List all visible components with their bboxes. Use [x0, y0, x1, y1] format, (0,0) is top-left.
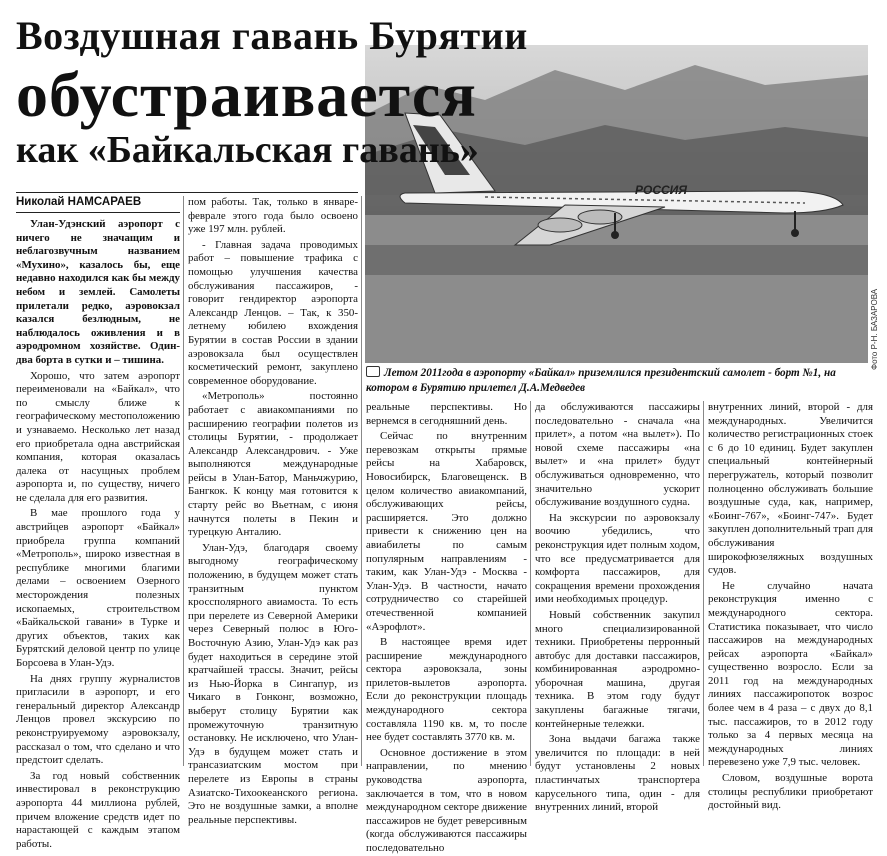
article-paragraph: Новый собственник закупил много специализированной техники. Приобретены перронный автобус для доставки пассажиров, комбинированная аэродромно-уборочная машина, другая техника. В этом году будут закуплены багажные тягачи, контейнерные тележки.: [535, 608, 700, 730]
article-paragraph: На экскурсии по аэровокзалу воочию убедились, что реконструкция идет полным ходом, что все предусматривается для комфорта пассажиров, для сокращения времени прохождения ими необходимых процедур.: [535, 511, 701, 606]
plane-label: РОССИЯ: [635, 183, 688, 197]
article-paragraph: Зона выдачи багажа также увеличится по площади: в ней будут установлены 2 новых пластинчатых транспортера карусельного типа, один - для внутренних линий, второй: [535, 733, 700, 814]
article-paragraph: На днях группу журналистов пригласили в аэропорт, и его генеральный директор Александр Ленцов провел экскурсию по реконструируемому аэровокзалу, рассказал о том, что сделано и что предстоит сделать.: [16, 672, 180, 767]
article-paragraph: - Главная задача проводимых работ – повышение трафика с помощью улучшения качества обслуживания пассажиров, - говорит гендиректор аэропорта Александр Ленцов. – Так, к 350-летнему юбилею вхождения Бурятии в состав России в здании аэровокзала был осуществлен косметический ремонт, закуплено современное оборудование.: [188, 238, 358, 387]
author-byline: Николай НАМСАРАЕВ: [16, 196, 142, 208]
article-paragraph: Не случайно начата реконструкция именно с международного сектора. Статистика показывает, что число пассажиров на международных рейсах аэропорта «Байкал» существенно возросло. Если за 2011 год на международных линиях пассажиропоток возрос более чем в 4 раза – с двух до 8,1 тыс. пассажиров, то в 2012 году только за 4 первых месяца на международных линиях перевезено уже 7,9 тыс. человек.: [708, 579, 873, 769]
article-paragraph: В настоящее время идет расширение международного сектора аэровокзала, зоны прилетов-вылетов аэропорта. Если до реконструкции площадь международного сектора составляла 1190 кв. м, то после нее будет составлять 3770 кв. м.: [366, 636, 527, 744]
headline-line2: обустраивается: [16, 59, 477, 130]
photo-caption: [366, 366, 871, 396]
article-column-4: [535, 401, 701, 814]
article-column-3: [366, 401, 527, 854]
author-underline: [16, 212, 180, 213]
column-divider: [703, 401, 704, 766]
author-rule: [16, 192, 358, 193]
article-paragraph: внутренних линий, второй - для международных. Увеличится количество регистрационных стоек с 6 до 10 единиц. Будет закуплен специальный контейнерный перегружатель, который позволит полноценно обслуживать большие воздушные суда, как, например, «Боинг-767», «Боинг-747». Будет закуплен дополнительный трап для обслуживания широкофюзеляжных воздушных судов.: [708, 401, 873, 577]
column-divider: [361, 196, 362, 766]
article-paragraph: Словом, воздушные ворота столицы республики приобретают достойный вид.: [708, 772, 873, 812]
article-column-1: [16, 218, 180, 850]
article-paragraph: Улан-Удэ, благодаря своему выгодному географическому положению, в будущем может стать транзитным пунктом кроссполярного авиамоста. То есть при перелете из Северной Америки через Северный полюс в Юго-Восточную Азию, Улан-Удэ как раз будет находиться в середине этой кратчайшей трассы. Значит, рейсы из Нью-Йорка в Сингапур, из Чикаго в Гонконг, возможно, выберут столицу Бурятии как промежуточную транзитную остановку. Не исключено, что Улан-Удэ в будущем может стать и трансазиатским мостом при перелете из Европы в страны Азиатско-Тихоокеанского региона. Это не воздушные замки, а вполне реальные перспективы.: [188, 541, 358, 826]
article-paragraph: «Метрополь» постоянно работает с авиакомпаниями по расширению географии полетов из столицы Бурятии, - продолжает Александр Александрович. - Уже выполняются международные рейсы в Улан-Батор, Маньчжурию, Бангкок. К концу мая готовится к старту рейс во Вьетнам, с июня начнутся полеты в Пекин и турецкую Анталию.: [188, 390, 358, 539]
headline-line3: как «Байкальская гавань»: [16, 129, 479, 171]
caption-text: Летом 2011года в аэропорту «Байкал» приземлился президентский самолет - борт №1, на котором в Бурятию прилетел Д.А.Медведев: [366, 367, 836, 394]
article-paragraph: реальные перспективы. Но вернемся в сегодняшний день.: [366, 401, 527, 427]
article-paragraph: пом работы. Так, только в январе-феврале этого года было освоено уже 197 млн. рублей.: [188, 196, 358, 236]
article-column-2: [188, 196, 358, 826]
camera-icon: [366, 366, 380, 377]
photo-credit: Фото Р-Н. БАЗАРОВА: [870, 288, 879, 370]
article-paragraph: Основное достижение в этом направлении, по мнению руководства аэропорта, заключается в том, что в новом международном секторе движение пассажиров не будет реверсивным (когда обслуживаются пассажиры последовательно: [366, 746, 527, 854]
headline-line1: Воздушная гавань Бурятии: [16, 13, 528, 58]
lead-paragraph: Улан-Удэнский аэропорт с ничего не значащим и неблагозвучным названием «Мухино», казалось бы, еще недавно находился как бы между небом и землей. Самолеты прилетали редко, аэровокзал казался безлюдным, не наблюдалось оживления и в аэродромном хозяйстве. Один-два борта в сутки и – тишина.: [16, 218, 180, 366]
article-paragraph: да обслуживаются пассажиры последовательно - сначала «на прилет», а потом «на вылет»). По новой схеме пассажиры «на вылет» и «на прилет» будут обслуживаться одновременно, что значительно ускорит обслуживание воздушного судна.: [535, 401, 700, 509]
article-paragraph: В мае прошлого года у австрийцев аэропорт «Байкал» приобрела группа компаний «Метрополь», широко известная в республике многими благими делами – освоением Озерного месторождения полезных ископаемых, строительством «Байкальской гавани» в Турке и других объектов, таких как Бурятский деловой центр по улице Борсоева в Улан-Удэ.: [16, 507, 180, 669]
article-paragraph: За год новый собственник инвестировал в реконструкцию аэропорта 44 миллиона рублей, причем вложение средств идет по нарастающей с каждым этапом работы.: [16, 769, 180, 850]
column-divider: [183, 196, 184, 766]
article-paragraph: Сейчас по внутренним перевозкам открыты прямые рейсы на Хабаровск, Новосибирск, Благовещенск. В целом количество авиакомпаний, обслуживающих рейсы, расширяется. Это должно привести к снижению цен на авиабилеты по самым популярным направлениям - таким, как Улан-Удэ - Москва - Улан-Удэ. В частности, начато сотрудничество со старейшей отечественной компанией «Аэрофлот».: [366, 430, 527, 633]
column-divider: [530, 401, 531, 766]
article-paragraph: Хорошо, что затем аэропорт переименовали на «Байкал», что по смыслу ближе к географическому местоположению и узнаваемо. Несколько лет назад его приобретала одна австрийская компания, которая оказалась далека от насущных проблем аэропорта и, по существу, ничего не сделала для его развития.: [16, 369, 180, 504]
article-column-5: [708, 401, 873, 812]
